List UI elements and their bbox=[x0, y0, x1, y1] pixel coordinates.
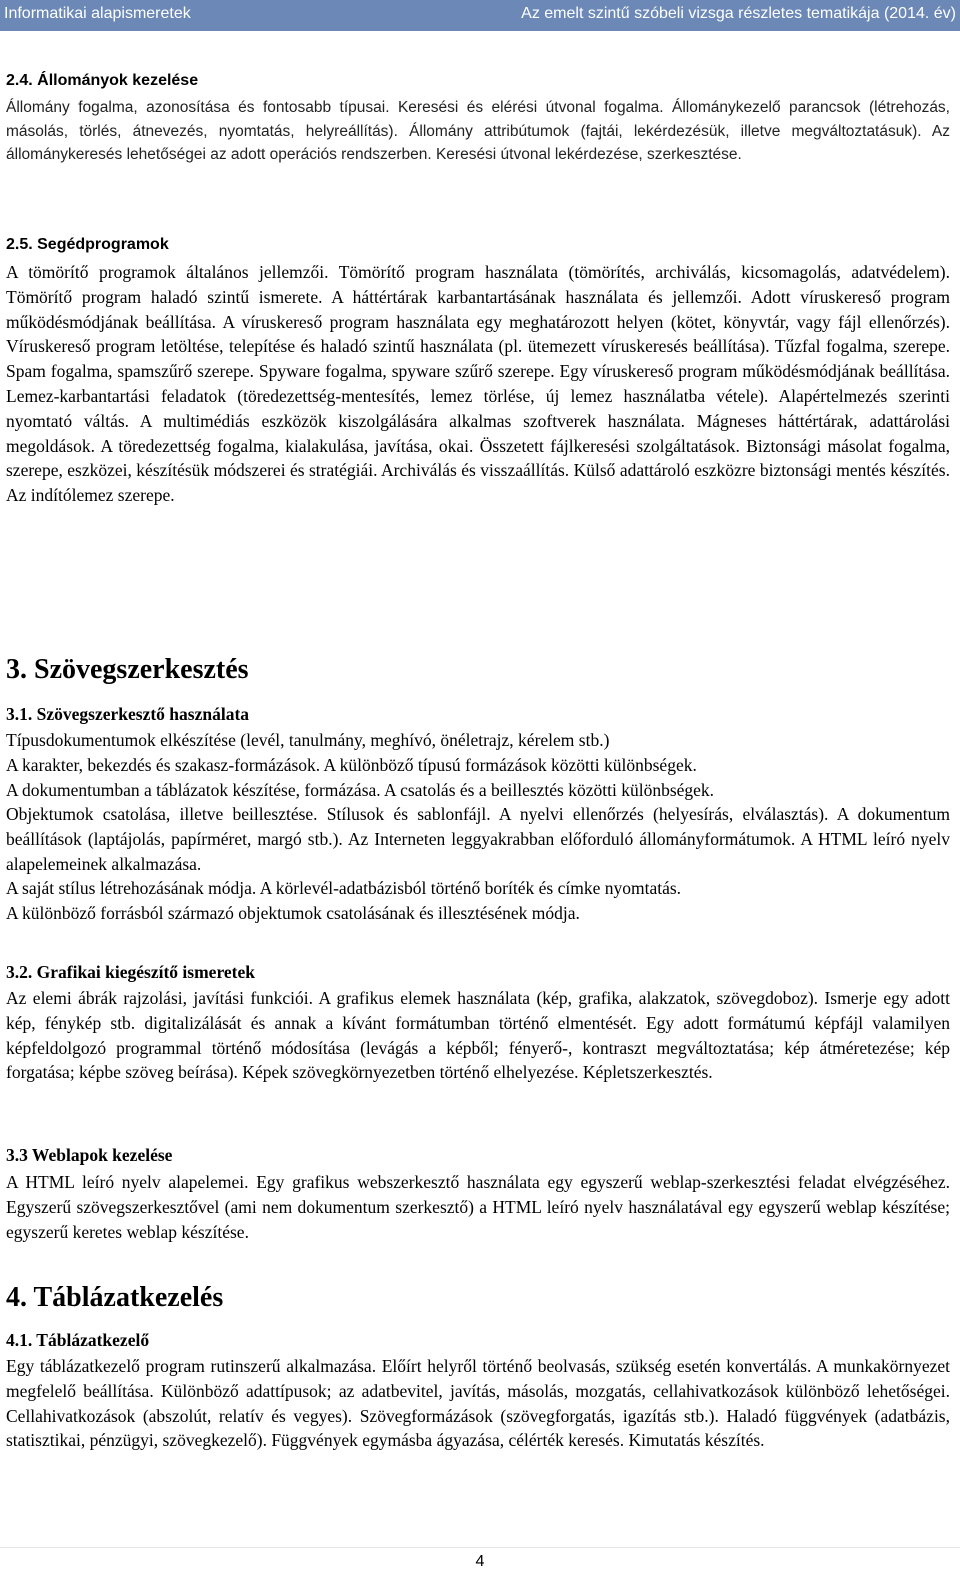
page-header bbox=[0, 0, 960, 31]
section-3-2-heading: 3.2. Grafikai kiegészítő ismeretek bbox=[6, 962, 255, 982]
chapter-4-heading: 4. Táblázatkezelés bbox=[6, 1282, 224, 1313]
header-right-title: Az emelt szintű szóbeli vizsga részletes tematikája (2014. év) bbox=[521, 5, 956, 22]
section-3-1-line: Típusdokumentumok elkészítése (levél, tanulmány, meghívó, önéletrajz, kérelem stb.) bbox=[6, 730, 610, 750]
section-3-1-heading: 3.1. Szövegszerkesztő használata bbox=[6, 704, 250, 724]
section-2-5-body: A tömörítő programok általános jellemzői. Tömörítő program használata (tömörítés, archiválás, kicsomagolás, adatvédelem). Tömörítő program haladó szintű ismerete. A háttértárak karbantartásának használata és jellemzői. Adott víruskereső program működésmódjának beállítása. A víruskereső program használata egy meghatározott helyen (kötet, könyvtár, vagy fájl ellenőrzés). Víruskereső program letöltése, telepítése és haladó szintű használata (pl. ütemezett víruskeresés beállítása). Tűzfal fogalma, szerepe. Spam fogalma, spamszűrő szerepe. Spyware fogalma, spyware szűrő szerepe. Egy víruskereső program működésmódjának beállítása. Lemez-karbantartási feladatok (töredezettség-mentesítés, lemez törlése, új lemez használatba vétele). Alapértelmezés szerinti nyomtató váltás. A multimédiás eszközök kiszolgálására alkalmas szoftverek használata. Mágneses háttértárak, adattárolási megoldások. A töredezettség fogalma, kialakulása, javítása, okai. Összetett fájlkeresési szolgáltatások. Biztonsági másolat fogalma, szerepe, eszközei, készítésük módszerei és stratégiái. Archiválás és visszaállítás. Külső adattároló eszközre biztonsági mentés készítés. Az indítólemez szerepe. bbox=[6, 262, 950, 506]
section-3-1-line: A dokumentumban a táblázatok készítése, formázása. A csatolás és a beillesztés közötti különbségek. bbox=[6, 779, 715, 800]
section-3-1-line: A különböző forrásból származó objektumok csatolásának és illesztésének módja. bbox=[6, 902, 580, 923]
header-left-title: Informatikai alapismeretek bbox=[4, 5, 191, 22]
chapter-3-heading: 3. Szövegszerkesztés bbox=[6, 654, 249, 685]
section-3-1-line: A saját stílus létrehozásának módja. A körlevél-adatbázisból történő boríték és címke nyomtatás. bbox=[6, 878, 682, 898]
section-4-1-heading: 4.1. Táblázatkezelő bbox=[6, 1330, 150, 1350]
section-3-3-body: A HTML leíró nyelv alapelemei. Egy grafikus webszerkesztő használata egy egyszerű weblap-szerkesztési feladat elvégzéséhez. Egyszerű szövegszerkesztővel (ami nem dokumentum szerkesztő) a HTML leíró nyelv használatával egy egyszerű weblap készítése; egyszerű keretes weblap készítése. bbox=[6, 1172, 950, 1242]
page-number: 4 bbox=[475, 1553, 485, 1570]
section-3-1-paragraph: Objektumok csatolása, illetve beillesztése. Stílusok és sablonfájl. A nyelvi ellenőrzés (helyesírás, elválasztás). A dokumentum beállítások (laptájolás, papírméret, margó stb.). Az Interneten leggyakrabban előforduló állományformátumok. A HTML leíró nyelv alapelemeinek alkalmazása. bbox=[6, 804, 950, 874]
section-3-1-line: A karakter, bekezdés és szakasz-formázások. A különböző típusú formázások közötti különbségek. bbox=[6, 754, 697, 775]
section-2-5-heading: 2.5. Segédprogramok bbox=[6, 236, 169, 253]
section-3-2-body: Az elemi ábrák rajzolási, javítási funkciói. A grafikus elemek használata (kép, grafika, alakzatok, szövegdoboz). Ismerje egy adott kép, fénykép stb. digitalizálását és annak a kívánt formátumban történő elmentését. Egy adott formátumú képfájl valamilyen képfeldolgozó programmal történő módosítása (levágás a képből; fényerő-, kontraszt megváltoztatása; kép átméretezése; kép forgatása; képbe szöveg beírása). Képek szövegkörnyezetben történő elhelyezése. Képletszerkesztés. bbox=[6, 988, 950, 1083]
footer-divider bbox=[0, 1547, 960, 1548]
section-4-1-body: Egy táblázatkezelő program rutinszerű alkalmazása. Előírt helyről történő beolvasás, szükség esetén konvertálás. A munkakörnyezet megfelelő beállítása. Különböző adattípusok; az adatbevitel, javítás, másolás, mozgatás, cellahivatkozások különböző lehetőségei. Cellahivatkozások (abszolút, relatív és vegyes). Szövegformázások (szövegforgatás, igazítás stb.). Haladó függvények (adatbázis, statisztikai, pénzügyi, szövegkezelő). Függvények egymásba ágyazása, célérték keresés. Kimutatás készítés. bbox=[6, 1356, 950, 1451]
section-2-4-body: Állomány fogalma, azonosítása és fontosabb típusai. Keresési és elérési útvonal fogalma. Állománykezelő parancsok (létrehozás, másolás, törlés, átnevezés, nyomtatás, helyreállítás). Állomány attribútumok (fajtái, lekérdezésük, illetve megváltoztatásuk). Az állománykeresés lehetőségei az adott operációs rendszerben. Keresési útvonal lekérdezése, szerkesztése. bbox=[6, 99, 950, 163]
section-3-1-lines bbox=[6, 728, 950, 802]
section-3-1-lines-2 bbox=[6, 876, 950, 926]
section-3-3-heading: 3.3 Weblapok kezelése bbox=[6, 1145, 173, 1165]
section-2-4-heading: 2.4. Állományok kezelése bbox=[6, 72, 199, 89]
